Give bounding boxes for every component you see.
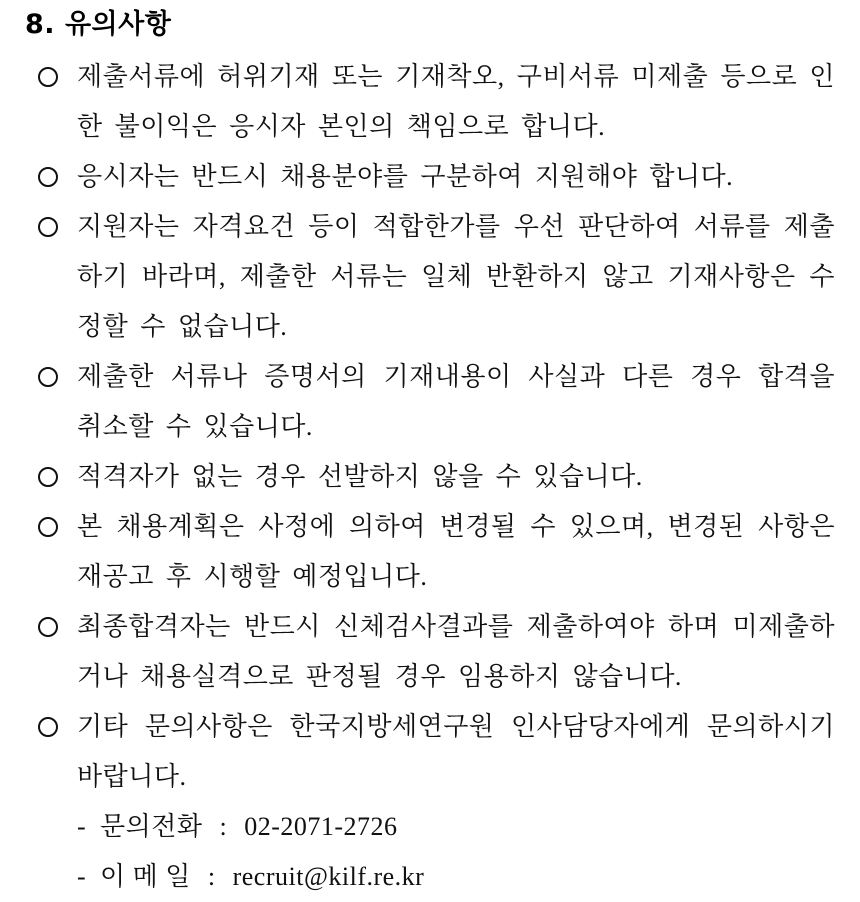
circle-bullet-icon xyxy=(38,367,58,387)
notice-item xyxy=(25,452,835,502)
notice-item-text: 적격자가 없는 경우 선발하지 않을 수 있습니다. xyxy=(77,462,643,491)
circle-bullet-icon xyxy=(38,67,58,87)
notice-item xyxy=(25,152,835,202)
contact-phone-value: 02-2071-2726 xyxy=(244,812,398,841)
notice-item xyxy=(25,502,835,602)
notice-item xyxy=(25,352,835,452)
notice-item-text: 최종합격자는 반드시 신체검사결과를 제출하여야 하며 미제출하거나 채용실격으로 판정될 경우 임용하지 않습니다. xyxy=(77,612,835,691)
circle-bullet-icon xyxy=(38,167,58,187)
contact-email-label: 이 메 일 xyxy=(100,862,191,891)
dash-bullet-icon: - xyxy=(77,862,87,891)
notice-item-text: 제출서류에 허위기재 또는 기재착오, 구비서류 미제출 등으로 인한 불이익은 응시자 본인의 책임으로 합니다. xyxy=(77,62,835,141)
circle-bullet-icon xyxy=(38,717,58,737)
notice-item xyxy=(25,52,835,152)
contact-email-separator: : xyxy=(207,862,216,891)
section-heading: 8. 유의사항 xyxy=(25,9,172,40)
contact-phone-label: 문의전화 xyxy=(100,812,203,841)
contact-phone-row xyxy=(25,802,835,852)
notice-list xyxy=(25,52,835,902)
notice-item-text: 지원자는 자격요건 등이 적합한가를 우선 판단하여 서류를 제출하기 바라며, 제출한 서류는 일체 반환하지 않고 기재사항은 수정할 수 없습니다. xyxy=(77,212,835,341)
notice-item-text: 응시자는 반드시 채용분야를 구분하여 지원해야 합니다. xyxy=(77,162,734,191)
circle-bullet-icon xyxy=(38,517,58,537)
circle-bullet-icon xyxy=(38,217,58,237)
notice-item-text: 기타 문의사항은 한국지방세연구원 인사담당자에게 문의하시기 바랍니다. xyxy=(77,712,835,791)
notice-item xyxy=(25,602,835,702)
contact-email-value: recruit@kilf.re.kr xyxy=(232,862,425,891)
circle-bullet-icon xyxy=(38,467,58,487)
dash-bullet-icon: - xyxy=(77,812,87,841)
circle-bullet-icon xyxy=(38,617,58,637)
notice-item-text: 제출한 서류나 증명서의 기재내용이 사실과 다른 경우 합격을 취소할 수 있습니다. xyxy=(77,362,835,441)
notice-item-text: 본 채용계획은 사정에 의하여 변경될 수 있으며, 변경된 사항은 재공고 후 시행할 예정입니다. xyxy=(77,512,835,591)
notice-item xyxy=(25,202,835,352)
contact-phone-separator: : xyxy=(219,812,228,841)
notice-item xyxy=(25,702,835,802)
